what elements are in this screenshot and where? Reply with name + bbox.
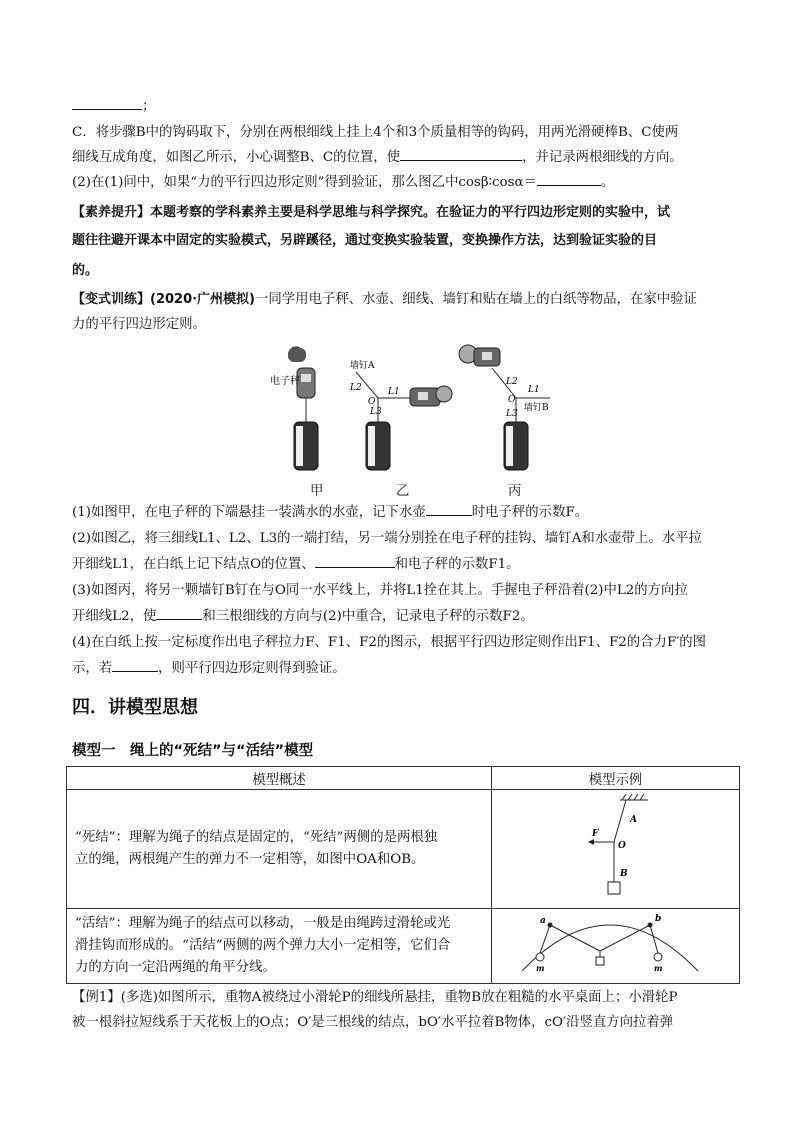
text-line: (2)如图乙，将三细线L1、L2、L3的一端打结，另一端分别拴在电子秤的挂钩、墙钉A和水壶带上。水平拉 <box>72 531 702 546</box>
answer-blank <box>156 607 202 620</box>
text-line: 【例1】(多选)如图所示，重物A被绕过小滑轮P的细线所悬挂，重物B放在粗糙的水平桌面上；小滑轮P <box>72 990 678 1005</box>
key-literacy-line: 的。 <box>72 263 99 278</box>
answer-blank <box>537 173 601 186</box>
text-line: (3)如图丙，将另一颗墙钉B钉在与O同一水平线上，并将L1拴在其上。手握电子秤沿着(2)中L2的方向拉 <box>72 583 688 598</box>
label-a: A <box>630 815 637 825</box>
table-cell <box>67 790 492 909</box>
table-header-row <box>67 767 740 790</box>
text-line: (1)如图甲，在电子秤的下端悬挂一装满水的水壶，记下水壶 时电子秤的示数F。 <box>72 505 589 520</box>
l2-label: L2 <box>506 377 518 387</box>
scale-label: 电子秤 <box>270 376 300 387</box>
text-line: 【变式训练】(2020·广州模拟)一同学用电子秤、水壶、细线、墙钉和贴在墙上的白纸等物品，在家中验证 <box>72 292 697 307</box>
answer-blank <box>315 555 395 568</box>
cell-line: 滑挂钩而形成的。“活结”两侧的两个弹力大小一定相等，它们合 <box>75 938 451 953</box>
text-line: (4)在白纸上按一定标度作出电子秤拉力F、F1、F2的图示，根据平行四边形定则作出F1、F2的合力F′的图 <box>72 635 707 650</box>
figure-caption: 乙 <box>396 484 410 499</box>
label-b: b <box>655 914 662 924</box>
key-literacy-line: 题往往避开课本中固定的实验模式，另辟蹊径，通过变换实验装置，变换操作方法，达到验证实验的目 <box>72 233 658 248</box>
model-title: 模型一 绳上的“死结”与“活结”模型 <box>72 743 314 759</box>
l3-label: L3 <box>370 407 382 417</box>
l2-label: L2 <box>350 383 362 393</box>
cell-line: 力的方向一定沿两绳的角平分线。 <box>75 960 276 975</box>
nail-a-label: 墙钉A <box>350 361 375 371</box>
o-label: O <box>368 397 376 407</box>
text-line: 示，若 ，则平行四边形定则得到验证。 <box>72 661 346 676</box>
key-literacy-line: 【素养提升】本题考察的学科素养主要是科学思维与科学探究。在验证力的平行四边形定则的实验中，试 <box>72 205 671 220</box>
experiment-figure <box>270 340 570 478</box>
dead-knot-diagram <box>500 792 730 902</box>
section-title: 四．讲模型思想 <box>72 697 198 718</box>
label-m: m <box>654 963 663 973</box>
cell-line: “死结”：理解为绳子的结点是固定的，“死结”两侧的是两根独 <box>75 830 438 845</box>
answer-blank <box>426 503 472 516</box>
figure-bing <box>459 345 550 470</box>
text-line: (2)在(1)问中，如果“力的平行四边形定则”得到验证，那么图乙中cosβ∶cosα＝ 。 <box>72 175 615 190</box>
nail-b-label: 墙钉B <box>524 403 549 413</box>
figure-caption: 甲 <box>310 484 324 499</box>
table-row <box>67 909 740 984</box>
table-cell <box>492 909 740 984</box>
figure-yi <box>349 359 452 470</box>
text-line: C．将步骤B中的钩码取下，分别在两根细线上挂上4个和3个质量相等的钩码，用两光滑硬棒B、C使两 <box>72 125 679 140</box>
table-header: 模型概述 <box>67 767 492 790</box>
label-o: O <box>618 841 626 851</box>
cell-line: “活结”：理解为绳子的结点可以移动，一般是由绳跨过滑轮或光 <box>75 916 451 931</box>
figure-jia <box>270 347 318 470</box>
answer-blank <box>400 148 522 161</box>
label-a: a <box>540 916 546 926</box>
text-line: 开细线L1，在白纸上记下结点O的位置、 和电子秤的示数F1。 <box>72 557 520 572</box>
l3-label: L3 <box>506 409 518 419</box>
l1-label: L1 <box>388 387 400 397</box>
table-row <box>67 790 740 909</box>
text-line: 力的平行四边形定则。 <box>72 317 206 332</box>
o-label: O <box>508 395 516 405</box>
text-line: ； <box>72 97 732 116</box>
text-line: 被一根斜拉短线系于天花板上的O点；O′是三根线的结点，bO′水平拉着B物体，cO′沿竖直方向拉着弹 <box>72 1015 674 1030</box>
table-header: 模型示例 <box>492 767 740 790</box>
label-f: F <box>592 829 599 839</box>
l1-label: L1 <box>528 385 540 395</box>
text-line: 开细线L2，使 和三根细线的方向与(2)中重合，记录电子秤的示数F2。 <box>72 609 534 624</box>
label-b: B <box>620 869 628 879</box>
live-knot-diagram <box>500 909 730 979</box>
text-line: 细线互成角度，如图乙所示，小心调整B、C的位置，使 ，并记录两根细线的方向。 <box>72 150 683 165</box>
label-m: m <box>536 963 545 973</box>
table-cell <box>492 790 740 909</box>
answer-blank <box>72 97 142 110</box>
table-cell <box>67 909 492 984</box>
answer-blank <box>112 659 158 672</box>
cell-line: 立的绳，两根绳产生的弹力不一定相等，如图中OA和OB。 <box>75 852 425 867</box>
model-table <box>66 766 740 984</box>
figure-caption: 丙 <box>508 484 522 499</box>
